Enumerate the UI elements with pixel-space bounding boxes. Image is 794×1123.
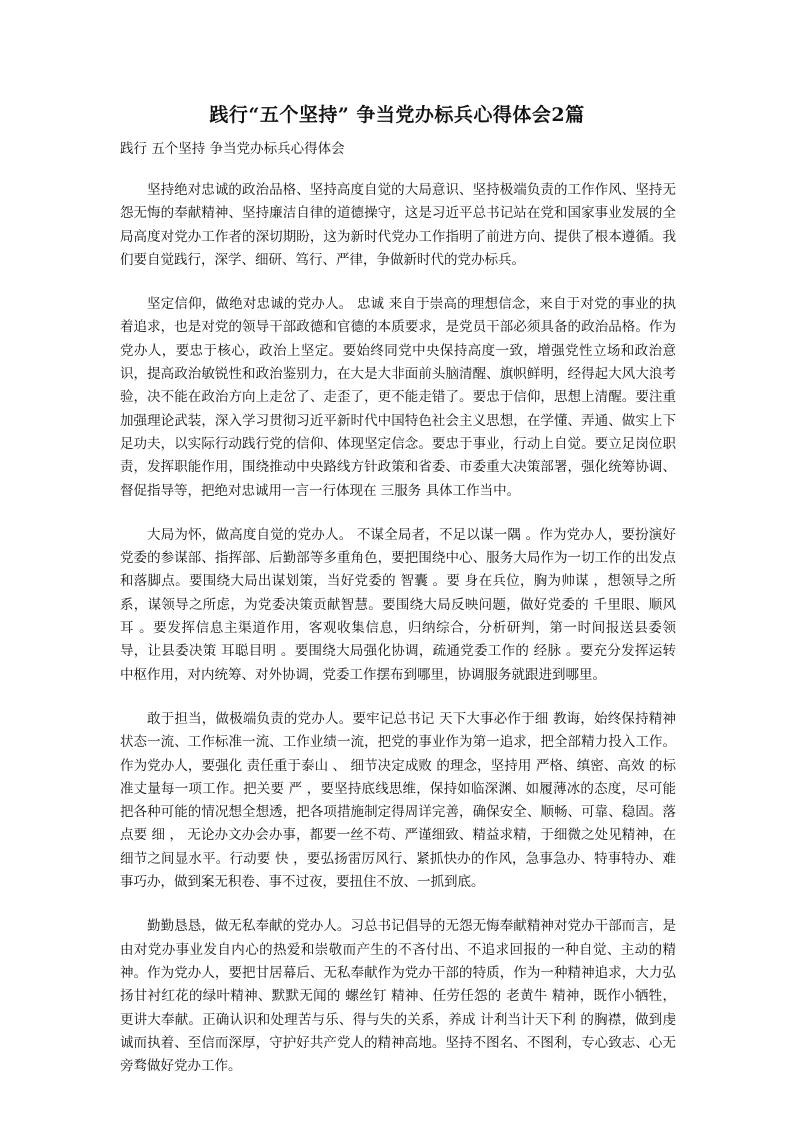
document-subtitle: 践行 五个坚持 争当党办标兵心得体会	[120, 141, 345, 157]
document-title: 践行“五个坚持” 争当党办标兵心得体会2篇	[209, 104, 585, 126]
paragraph-overall-situation: 大局为怀，做高度自觉的党办人。 不谋全局者，不足以谋一隅 。作为党办人，要扮演好党委的参谋部、指挥部、后勤部等多重角色，要把围绕中心、服务大局作为一切工作的出发点和落脚点。要围绕大局出谋划策，当好党委的 智囊 。要 身在兵位，胸为帅谋 ，想领导之所系，谋领导之所虑，为党委决策贡献智慧。要围绕大局反映问题，做好党委的 千里眼、顺风耳 。要发挥信息主渠道作用，客观收集信息，归纳综合，分析研判，第一时间报送县委领导，让县委决策 耳聪目明 。要围绕大局强化协调，疏通党委工作的 经脉 。要充分发挥运转中枢作用，对内统筹、对外协调，党委工作摆布到哪里，协调服务就跟进到哪里。	[120, 526, 676, 683]
document-body	[120, 179, 676, 1099]
paragraph-intro: 坚持绝对忠诚的政治品格、坚持高度自觉的大局意识、坚持极端负责的工作作风、坚持无怨无悔的奉献精神、坚持廉洁自律的道德操守，这是习近平总书记站在党和国家事业发展的全局高度对党办工作者的深切期盼，这为新时代党办工作指明了前进方向、提供了根本遵循。我们要自觉践行，深学、细研、笃行、严律，争做新时代的党办标兵。	[120, 182, 676, 268]
paragraph-responsibility: 敢于担当，做极端负责的党办人。要牢记总书记 天下大事必作于细 教诲，始终保持精神状态一流、工作标准一流、工作业绩一流，把党的事业作为第一追求，把全部精力投入工作。作为党办人，要强化 责任重于泰山 、 细节决定成败 的理念，坚持用 严格、缜密、高效 的标准丈量每一项工作。把关要 严 ，要坚持底线思维，保持如临深渊、如履薄冰的态度，尽可能把各种可能的情况想全想透，把各项措施制定得周详完善，确保安全、顺畅、可靠、稳固。落点要 细 ， 无论办文办会办事，都要一丝不苟、严谨细致、精益求精，于细微之处见精神，在细节之间显水平。行动要 快 ，要弘扬雷厉风行、紧抓快办的作风，急事急办、特事特办、难事巧办，做到案无积卷、事不过夜，要扭住不放、一抓到底。	[120, 710, 676, 891]
paragraph-loyalty: 坚定信仰，做绝对忠诚的党办人。 忠诚 来自于崇高的理想信念，来自于对党的事业的执着追求，也是对党的领导干部政德和官德的本质要求，是党员干部必须具备的政治品格。作为党办人，要忠于核心，政治上坚定。要始终同党中央保持高度一致，增强党性立场和政治意识，提高政治敏锐性和政治鉴别力，在大是大非面前头脑清醒、旗帜鲜明，经得起大风大浪考验，决不能在政治方向上走岔了、走歪了，更不能走错了。要忠于信仰，思想上清醒。要注重加强理论武装，深入学习贯彻习近平新时代中国特色社会主义思想，在学懂、弄通、做实上下足功夫，以实际行动践行党的信仰、体现坚定信念。要忠于事业，行动上自觉。要立足岗位职责，发挥职能作用，围绕推动中央路线方针政策和省委、市委重大决策部署，强化统筹协调、督促指导等，把绝对忠诚用一言一行体现在 三服务 具体工作当中。	[120, 296, 676, 499]
paragraph-dedication: 勤勤恳恳，做无私奉献的党办人。习总书记倡导的无怨无悔奉献精神对党办干部而言，是由对党办事业发自内心的热爱和崇敬而产生的不吝付出、不追求回报的一种自觉、主动的精神。作为党办人，要把甘居幕后、无私奉献作为党办干部的特质，作为一种精神追求，大力弘扬甘衬红花的绿叶精神、默默无闻的 螺丝钉 精神、任劳任怨的 老黄牛 精神，既作小牺牲，更讲大奉献。正确认识和处理苦与乐、得与失的关系，养成 计利当计天下利 的胸襟，做到虔诚而执着、至信而深厚，守护好共产党人的精神高地。坚持不图名、不图利，专心致志、心无旁骛做好党办工作。	[120, 918, 676, 1075]
